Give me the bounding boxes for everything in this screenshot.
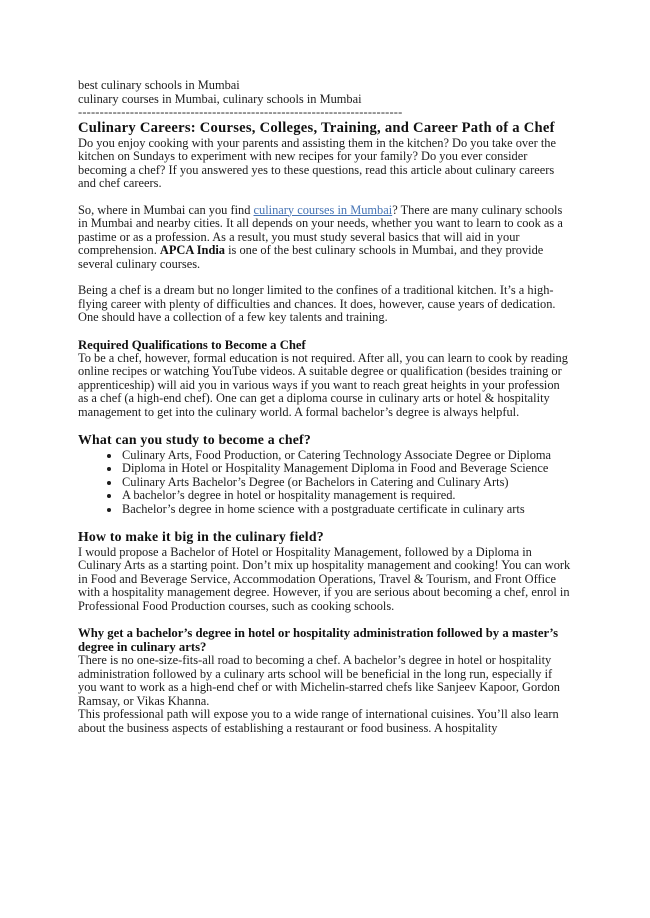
article-title: Culinary Careers: Courses, Colleges, Training, and Career Path of a Chef bbox=[78, 119, 555, 136]
study-options-list bbox=[78, 449, 573, 517]
keyword-line-1: best culinary schools in Mumbai bbox=[78, 78, 240, 92]
why-degree-paragraph-2: This professional path will expose you to a wide range of international cuisines. You’ll also learn about the business aspects of establishing a restaurant or food business. A hospitality bbox=[78, 707, 559, 735]
heading-make-it-big: How to make it big in the culinary field? bbox=[78, 529, 324, 544]
dream-paragraph: Being a chef is a dream but no longer limited to the confines of a traditional kitchen. It’s a high-flying career with plenty of difficulties and chances. It does, however, cause years of dedication. One should have a collection of a few key talents and training. bbox=[78, 283, 556, 324]
list-item: • Culinary Arts, Food Production, or Catering Technology Associate Degree or Diploma bbox=[121, 449, 573, 463]
find-courses-text-after-link: ? There are many culinary schools in Mumbai and nearby cities. It all depends on your needs, whether you want to learn to cook as a pastime or as a profession. As a result, you must study several basics that will aid in your comprehension. bbox=[78, 202, 563, 257]
why-degree-paragraph-1: There is no one-size-fits-all road to becoming a chef. A bachelor’s degree in hotel or hospitality administration followed by a culinary arts school will be beneficial in the long run, especially if you want to work as a high-end chef or with Michelin-starred chefs like Sanjeev Kapoor, Gordon Ramsay, or Vikas Khanna. bbox=[78, 653, 560, 708]
heading-required-qualifications: Required Qualifications to Become a Chef bbox=[78, 337, 306, 352]
intro-paragraph: Do you enjoy cooking with your parents and assisting them in the kitchen? Do you take over the kitchen on Sundays to experiment with new recipes for your family? Do you ever consider becoming a chef? If you answered yes to these questions, read this article about culinary careers and chef careers. bbox=[78, 135, 556, 190]
list-item: • Culinary Arts Bachelor’s Degree (or Bachelors in Catering and Culinary Arts) bbox=[121, 476, 573, 490]
find-courses-paragraph bbox=[78, 204, 573, 272]
document-page bbox=[78, 79, 573, 735]
make-it-big-paragraph: I would propose a Bachelor of Hotel or Hospitality Management, followed by a Diploma in Culinary Arts as a starting point. Don’t mix up hospitality management and cooking! You can work in Food and Beverage Service, Accommodation Operations, Travel & Tourism, and Front Office with a hospitality management degree. However, if you are serious about becoming a chef, enrol in Professional Food Production courses, such as cooking schools. bbox=[78, 544, 571, 613]
heading-why-degree: Why get a bachelor’s degree in hotel or hospitality administration followed by a master’s degree in culinary arts? bbox=[78, 626, 559, 654]
list-item: • Diploma in Hotel or Hospitality Management Diploma in Food and Beverage Science bbox=[121, 462, 573, 476]
school-name-bold: APCA India bbox=[159, 243, 225, 257]
keyword-line-2: culinary courses in Mumbai, culinary schools in Mumbai bbox=[78, 91, 362, 106]
find-courses-text-before-link: So, where in Mumbai can you find bbox=[78, 202, 254, 217]
list-item: • Bachelor’s degree in home science with a postgraduate certificate in culinary arts bbox=[121, 503, 573, 517]
qualifications-paragraph: To be a chef, however, formal education is not required. After all, you can learn to cook by reading online recipes or watching YouTube videos. A suitable degree or qualification (besides training or apprenticeship) will aid you in various ways if you want to reach great heights in your profession as a chef (a high-end chef). One can get a diploma course in culinary arts or hotel & hospitality management to get into the culinary world. A formal bachelor’s degree is always helpful. bbox=[78, 350, 568, 419]
find-courses-text-after-bold: is one of the best culinary schools in Mumbai, and they provide several culinary courses. bbox=[78, 243, 544, 271]
culinary-courses-link[interactable]: culinary courses in Mumbai bbox=[253, 202, 393, 217]
list-item: • A bachelor’s degree in hotel or hospitality management is required. bbox=[121, 489, 573, 503]
heading-what-can-you-study: What can you study to become a chef? bbox=[78, 432, 311, 447]
dashed-separator: --------------------------------------------------------------------------- bbox=[78, 106, 403, 119]
